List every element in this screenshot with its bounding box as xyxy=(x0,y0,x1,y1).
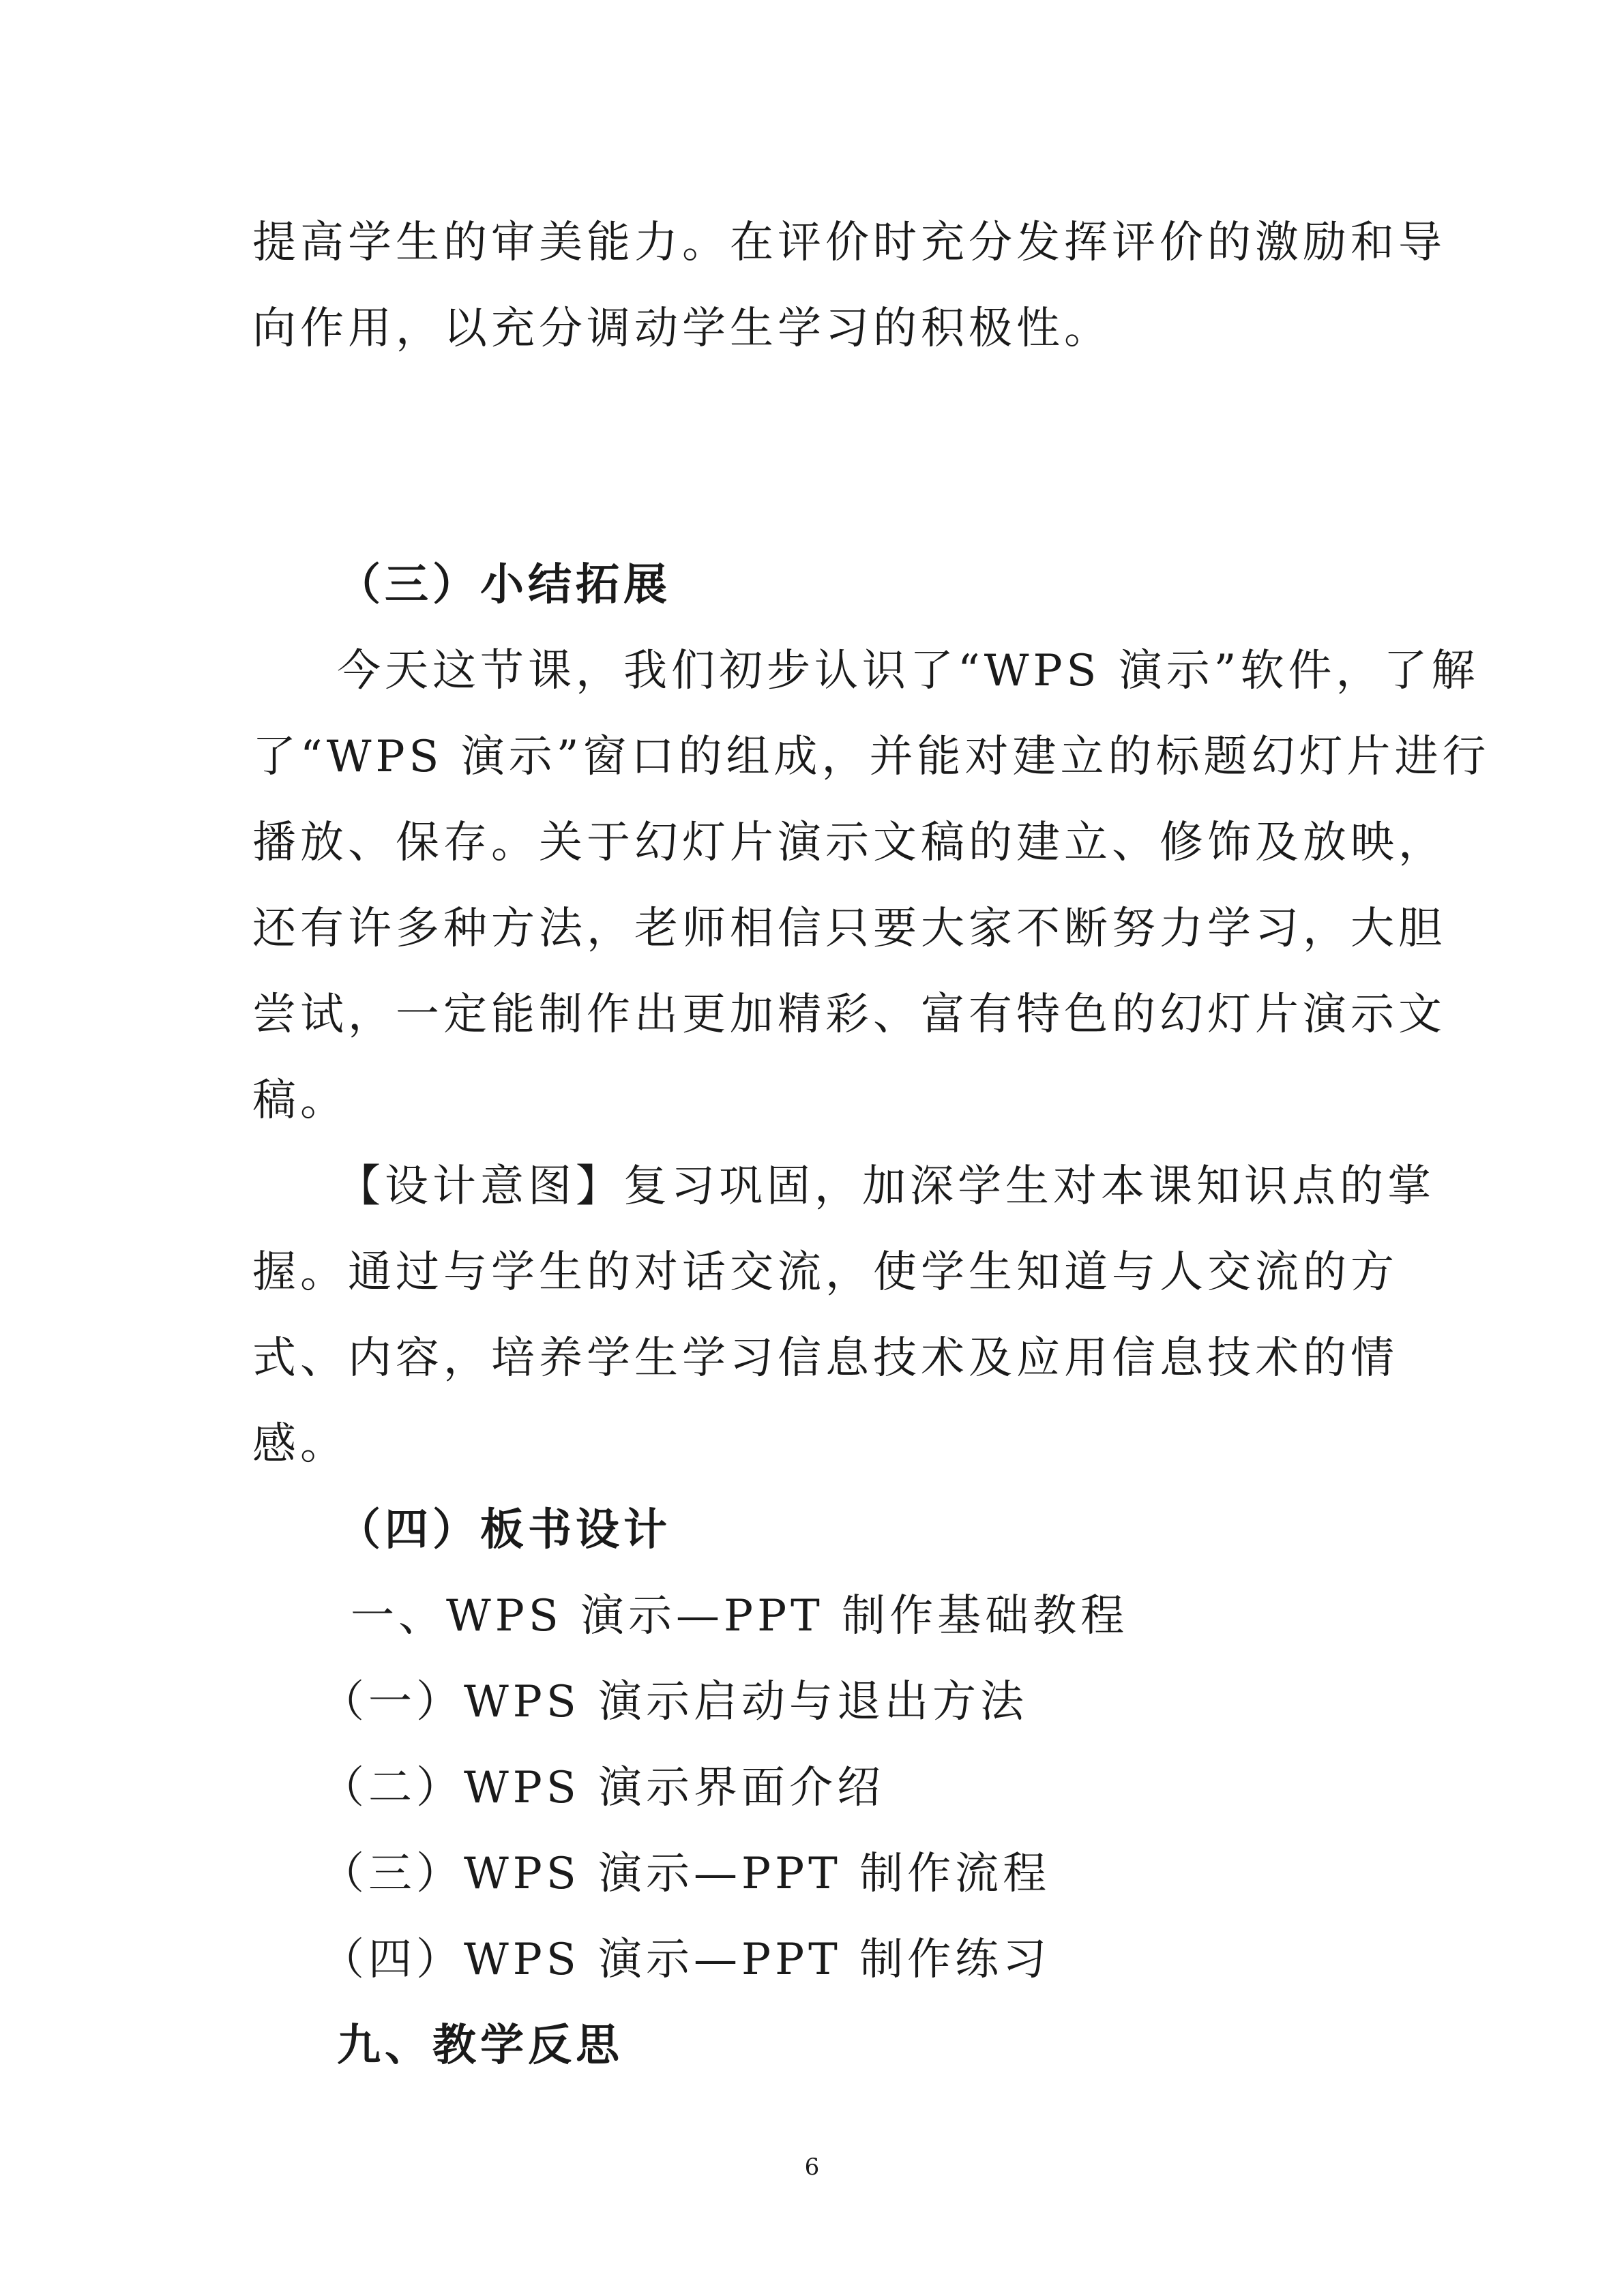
outline-item: （三）WPS 演示—PPT 制作流程 xyxy=(321,1849,1051,1899)
design-intent-line: 感。 xyxy=(252,1419,348,1470)
body-text-line: 还有许多种方法，老师相信只要大家不断努力学习，大胆 xyxy=(252,904,1446,954)
outline-item: （一）WPS 演示启动与退出方法 xyxy=(321,1677,1029,1727)
body-text-line: 尝试，一定能制作出更加精彩、富有特色的幻灯片演示文 xyxy=(252,989,1446,1040)
body-text-line: 播放、保存。关于幻灯片演示文稿的建立、修饰及放映， xyxy=(252,818,1446,868)
page-number: 6 xyxy=(804,2153,820,2181)
design-intent-line: 握。通过与学生的对话交流，使学生知道与人交流的方 xyxy=(252,1247,1398,1298)
body-text-line: 稿。 xyxy=(252,1075,348,1126)
design-intent-line: 式、内容，培养学生学习信息技术及应用信息技术的情 xyxy=(252,1333,1398,1384)
body-text-line: 向作用，以充分调动学生学习的积极性。 xyxy=(252,303,1112,354)
outline-item: （二）WPS 演示界面介绍 xyxy=(321,1763,885,1813)
outline-item: （四）WPS 演示—PPT 制作练习 xyxy=(321,1935,1051,1985)
outline-item: 一、WPS 演示—PPT 制作基础教程 xyxy=(351,1591,1129,1641)
section-heading-summary: （三）小结拓展 xyxy=(337,559,671,610)
design-intent-line: 【设计意图】复习巩固，加深学生对本课知识点的掌 xyxy=(337,1161,1435,1212)
body-text-line: 了“WPS 演示”窗口的组成，并能对建立的标题幻灯片进行 xyxy=(252,732,1490,782)
section-heading-teaching-reflection: 九、教学反思 xyxy=(337,2020,623,2071)
section-heading-board-design: （四）板书设计 xyxy=(337,1504,671,1555)
body-text-line: 提高学生的审美能力。在评价时充分发挥评价的激励和导 xyxy=(252,218,1446,268)
body-text-line: 今天这节课，我们初步认识了“WPS 演示”软件，了解 xyxy=(337,646,1479,696)
